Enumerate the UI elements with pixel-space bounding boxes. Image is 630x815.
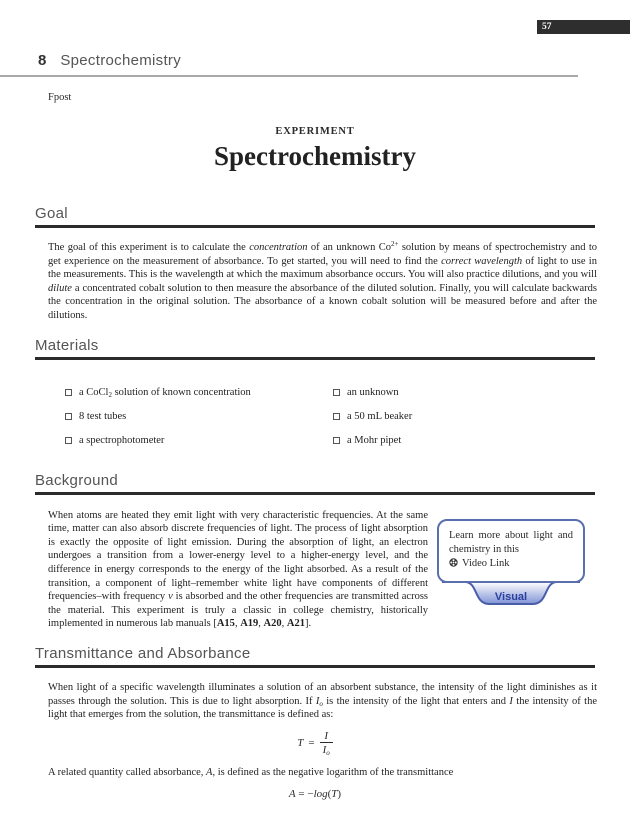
page-number: 57 bbox=[542, 22, 552, 32]
section-rule bbox=[35, 492, 595, 495]
chapter-number: 8 bbox=[38, 52, 47, 69]
checkbox-icon bbox=[65, 389, 72, 396]
absorbance-paragraph: A related quantity called absorbance, A, is defined as the negative logarithm of the transmittance bbox=[48, 766, 454, 778]
visual-callout-box bbox=[437, 519, 585, 583]
video-icon bbox=[449, 558, 458, 567]
list-item-label: a spectrophotometer bbox=[79, 435, 165, 447]
materials-column-left bbox=[65, 381, 333, 453]
page-number-badge bbox=[537, 20, 630, 34]
chapter-header bbox=[0, 0, 630, 70]
fraction-denominator: $I_o$ bbox=[320, 742, 333, 756]
checkbox-icon bbox=[333, 437, 340, 444]
visual-tab-label: Visual bbox=[494, 590, 528, 603]
formula-lhs: T bbox=[297, 736, 304, 749]
visual-callout bbox=[437, 519, 585, 631]
transmittance-paragraph: When light of a specific wavelength illuminates a solution of an absorbent substance, the intensity of the light diminishes as it passes through the solution. This is due to light absorption. If $I_o$ is the intensity of the light that enters and I the intensity of the light that emerges from the solution, the transmittance is defined as: bbox=[48, 681, 597, 721]
checkbox-icon bbox=[333, 413, 340, 420]
list-item-label: an unknown bbox=[347, 387, 399, 399]
experiment-title: Spectrochemistry bbox=[214, 141, 416, 171]
formula-equals: = bbox=[308, 736, 315, 749]
list-item bbox=[333, 429, 412, 453]
section-heading-goal: Goal bbox=[35, 205, 68, 222]
background-content bbox=[48, 509, 597, 631]
list-item-label: a Mohr pipet bbox=[347, 435, 402, 447]
list-item-label: a CoCl$_2$ solution of known concentration bbox=[79, 387, 251, 400]
materials-checklist bbox=[65, 381, 630, 453]
callout-text: Learn more about light and chemistry in this bbox=[449, 529, 573, 555]
checkbox-icon bbox=[65, 437, 72, 444]
section-rule bbox=[35, 357, 595, 360]
list-item-label: 8 test tubes bbox=[79, 411, 127, 423]
checkbox-icon bbox=[333, 389, 340, 396]
goal-paragraph: The goal of this experiment is to calculate the concentration of an unknown $Co^{2+}$ solution by means of spectrochemistry and to get experience on the measurement of absorbance. To get started, you will need to find the correct wavelength of light to use in the measurements. This is the wavelength at which the maximum absorbance occurs. You will also practice dilutions, and you will dilute a concentrated cobalt solution to then measure the absorbance of the diluted solution. Finally, you will calculate backwards the concentration in the original solution. The absorbance of a known cobalt solution will be measured before and after the dilutions. bbox=[48, 240, 598, 321]
video-link-label[interactable]: Video Link bbox=[462, 557, 510, 569]
subtitle-text: Fpost bbox=[48, 92, 72, 103]
section-heading-background: Background bbox=[35, 471, 119, 489]
list-item bbox=[65, 429, 333, 453]
checkbox-icon bbox=[65, 413, 72, 420]
visual-tab bbox=[438, 581, 584, 608]
section-rule bbox=[35, 225, 595, 228]
list-item bbox=[65, 381, 333, 405]
list-item bbox=[333, 381, 412, 405]
section-heading-transmittance: Transmittance and Absorbance bbox=[35, 644, 251, 662]
fraction-numerator: I bbox=[324, 729, 328, 742]
section-heading-materials: Materials bbox=[35, 336, 99, 354]
experiment-label: EXPERIMENT bbox=[275, 126, 355, 137]
chapter-title: Spectrochemistry bbox=[60, 52, 182, 69]
fraction bbox=[320, 730, 333, 756]
list-item-label: a 50 mL beaker bbox=[347, 411, 413, 423]
absorbance-formula: A = −log(T) bbox=[288, 788, 342, 801]
video-link[interactable] bbox=[449, 557, 510, 571]
list-item bbox=[333, 405, 412, 429]
materials-column-right bbox=[333, 381, 412, 453]
list-item bbox=[65, 405, 333, 429]
transmittance-formula bbox=[0, 730, 630, 756]
background-paragraph: When atoms are heated they emit light with very characteristic frequencies. At the same time, matter can also absorb discrete frequencies of light. The process of light absorption is exactly the opposite of light emission. During the absorption of light, an electron undergoes a transition from a lower-energy level to a higher-energy level, and the difference in energy corresponds to the energy of the light absorbed. As a result of the transition, a component of light–remember white light have components of different frequencies–with frequency ν is absorbed and the other frequencies are transmitted across the material. This experiment is truly a classic in college chemistry, historically implemented in numerous lab manuals [A15, A19, A20, A21]. bbox=[48, 509, 428, 630]
section-rule bbox=[35, 665, 595, 668]
chapter-rule bbox=[0, 75, 578, 77]
